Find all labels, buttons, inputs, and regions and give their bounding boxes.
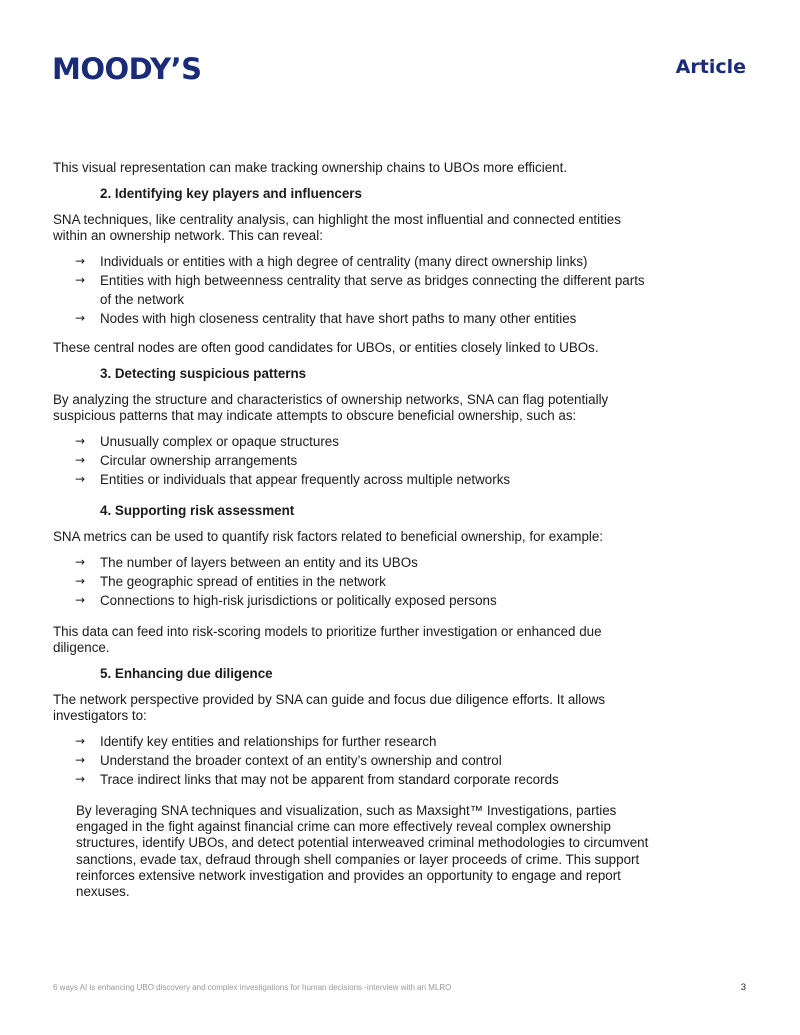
- bullet-list: [53, 432, 653, 489]
- arrow-icon: →: [75, 453, 86, 467]
- article-tag: Article: [675, 56, 746, 78]
- footer-title: 6 ways AI is enhancing UBO discovery and complex investigations for human decisions -interview with an MLRO: [53, 983, 452, 992]
- arrow-icon: →: [75, 254, 86, 268]
- list-item: → Circular ownership arrangements: [75, 453, 298, 468]
- arrow-icon: →: [75, 593, 86, 607]
- section-after-paragraph: These central nodes are often good candidates for UBOs, or entities closely linked to UBOs.: [53, 340, 599, 355]
- list-item: → The number of layers between an entity and its UBOs: [75, 555, 418, 570]
- arrow-icon: →: [75, 273, 86, 287]
- list-item: → Trace indirect links that may not be apparent from standard corporate records: [75, 772, 559, 787]
- section-paragraph: The network perspective provided by SNA can guide and focus due diligence efforts. It allows investigators to:: [53, 692, 606, 723]
- list-item: → Understand the broader context of an entity’s ownership and control: [75, 753, 502, 768]
- list-item: → Entities or individuals that appear frequently across multiple networks: [75, 472, 511, 487]
- page-number: 3: [740, 982, 746, 993]
- arrow-icon: →: [75, 555, 86, 569]
- section-heading: 3. Detecting suspicious patterns: [100, 366, 307, 381]
- section-heading: 4. Supporting risk assessment: [100, 503, 295, 518]
- bullet-list: [53, 553, 653, 610]
- section-paragraph: SNA techniques, like centrality analysis, can highlight the most influential and connected entities within an ownership network. This can reveal:: [53, 212, 621, 243]
- arrow-icon: →: [75, 472, 86, 486]
- article-body: [53, 160, 653, 900]
- arrow-icon: →: [75, 734, 86, 748]
- arrow-icon: →: [75, 772, 86, 786]
- list-item: → Identify key entities and relationships for further research: [75, 734, 437, 749]
- list-item: → Connections to high-risk jurisdictions or politically exposed persons: [75, 593, 497, 608]
- section-paragraph: By analyzing the structure and characteristics of ownership networks, SNA can flag potentially suspicious patterns that may indicate attempts to obscure beneficial ownership, such as:: [53, 392, 609, 423]
- bullet-list: [53, 732, 653, 789]
- arrow-icon: →: [75, 753, 86, 767]
- list-item: → Entities with high betweenness centrality that serve as bridges connecting the different parts of the network: [75, 273, 645, 307]
- section-heading: 2. Identifying key players and influencers: [100, 186, 362, 201]
- arrow-icon: →: [75, 574, 86, 588]
- section-after-paragraph: This data can feed into risk-scoring models to prioritize further investigation or enhanced due diligence.: [53, 624, 602, 655]
- list-item: → Unusually complex or opaque structures: [75, 434, 339, 449]
- intro-paragraph: This visual representation can make tracking ownership chains to UBOs more efficient.: [53, 160, 568, 175]
- section-paragraph: SNA metrics can be used to quantify risk factors related to beneficial ownership, for example:: [53, 529, 604, 544]
- list-item: → Nodes with high closeness centrality that have short paths to many other entities: [75, 311, 577, 326]
- bullet-list: [53, 252, 653, 328]
- closing-paragraph: By leveraging SNA techniques and visualization, such as Maxsight™ Investigations, parties engaged in the fight against financial crime can more effectively reveal complex ownership structures, identify UBOs, and detect potential interweaved criminal methodologies to circumvent sanctions, evade tax, defraud through shell companies or layer proceeds of crime. This support reinforces extensive network investigation and provides an opportunity to engage and report nexuses.: [76, 803, 649, 900]
- list-item: → Individuals or entities with a high degree of centrality (many direct ownership links): [75, 254, 588, 269]
- moodys-logo: MOODY’S: [52, 51, 202, 87]
- arrow-icon: →: [75, 311, 86, 325]
- arrow-icon: →: [75, 434, 86, 448]
- list-item: → The geographic spread of entities in the network: [75, 574, 386, 589]
- section-heading: 5. Enhancing due diligence: [100, 666, 273, 681]
